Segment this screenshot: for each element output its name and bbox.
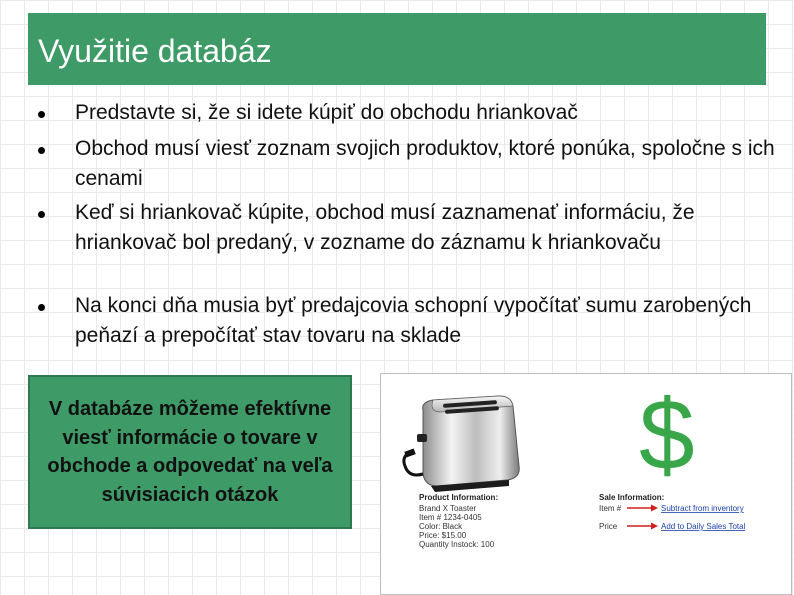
dollar-sign-icon: $	[639, 379, 695, 491]
red-arrow-icon	[627, 523, 658, 530]
sale-row-action: Add to Daily Sales Total	[661, 522, 746, 531]
product-info-line: Brand X Toaster	[419, 504, 477, 513]
bullet-item	[36, 291, 776, 351]
bullet-dot-icon	[38, 147, 45, 154]
callout-text: V databáze môžeme efektívne viesť informácie o tovare v obchode a odpovedať na veľa súvisiacich otázok	[47, 398, 333, 506]
product-info-line: Quantity Instock: 100	[419, 540, 495, 549]
callout-box	[28, 375, 352, 529]
bullet-text: Predstavte si, že si idete kúpiť do obchodu hriankovač	[75, 101, 578, 124]
toaster-icon	[404, 396, 519, 492]
toaster-figure	[380, 373, 792, 595]
sale-info-heading: Sale Information:	[599, 493, 665, 502]
sale-row-label: Price	[599, 522, 618, 531]
bullet-item	[36, 198, 776, 258]
sale-row-action: Subtract from inventory	[661, 504, 744, 513]
bullet-dot-icon	[38, 111, 45, 118]
bullet-item	[36, 98, 578, 128]
bullet-text: Na konci dňa musia byť predajcovia schopní vypočítať sumu zarobených peňazí a prepočítať stav tovaru na sklade	[75, 294, 752, 347]
sale-row-label: Item #	[599, 504, 622, 513]
bullet-dot-icon	[38, 304, 45, 311]
bullet-dot-icon	[38, 211, 45, 218]
red-arrow-icon	[627, 505, 658, 512]
slide-title: Využitie databáz	[38, 33, 272, 69]
product-info-line: Item # 1234-0405	[419, 513, 482, 522]
product-info-line: Price: $15.00	[419, 531, 467, 540]
product-info-line: Color: Black	[419, 522, 463, 531]
bullet-item	[36, 134, 776, 194]
bullet-text: Keď si hriankovač kúpite, obchod musí zaznamenať informáciu, že hriankovač bol predaný, v zozname do záznamu k hriankovaču	[75, 201, 695, 254]
title-bar	[28, 13, 766, 85]
toaster-illustration	[381, 374, 792, 595]
bullet-text: Obchod musí viesť zoznam svojich produktov, ktoré ponúka, spoločne s ich cenami	[75, 137, 775, 190]
product-info-heading: Product Information:	[419, 493, 499, 502]
